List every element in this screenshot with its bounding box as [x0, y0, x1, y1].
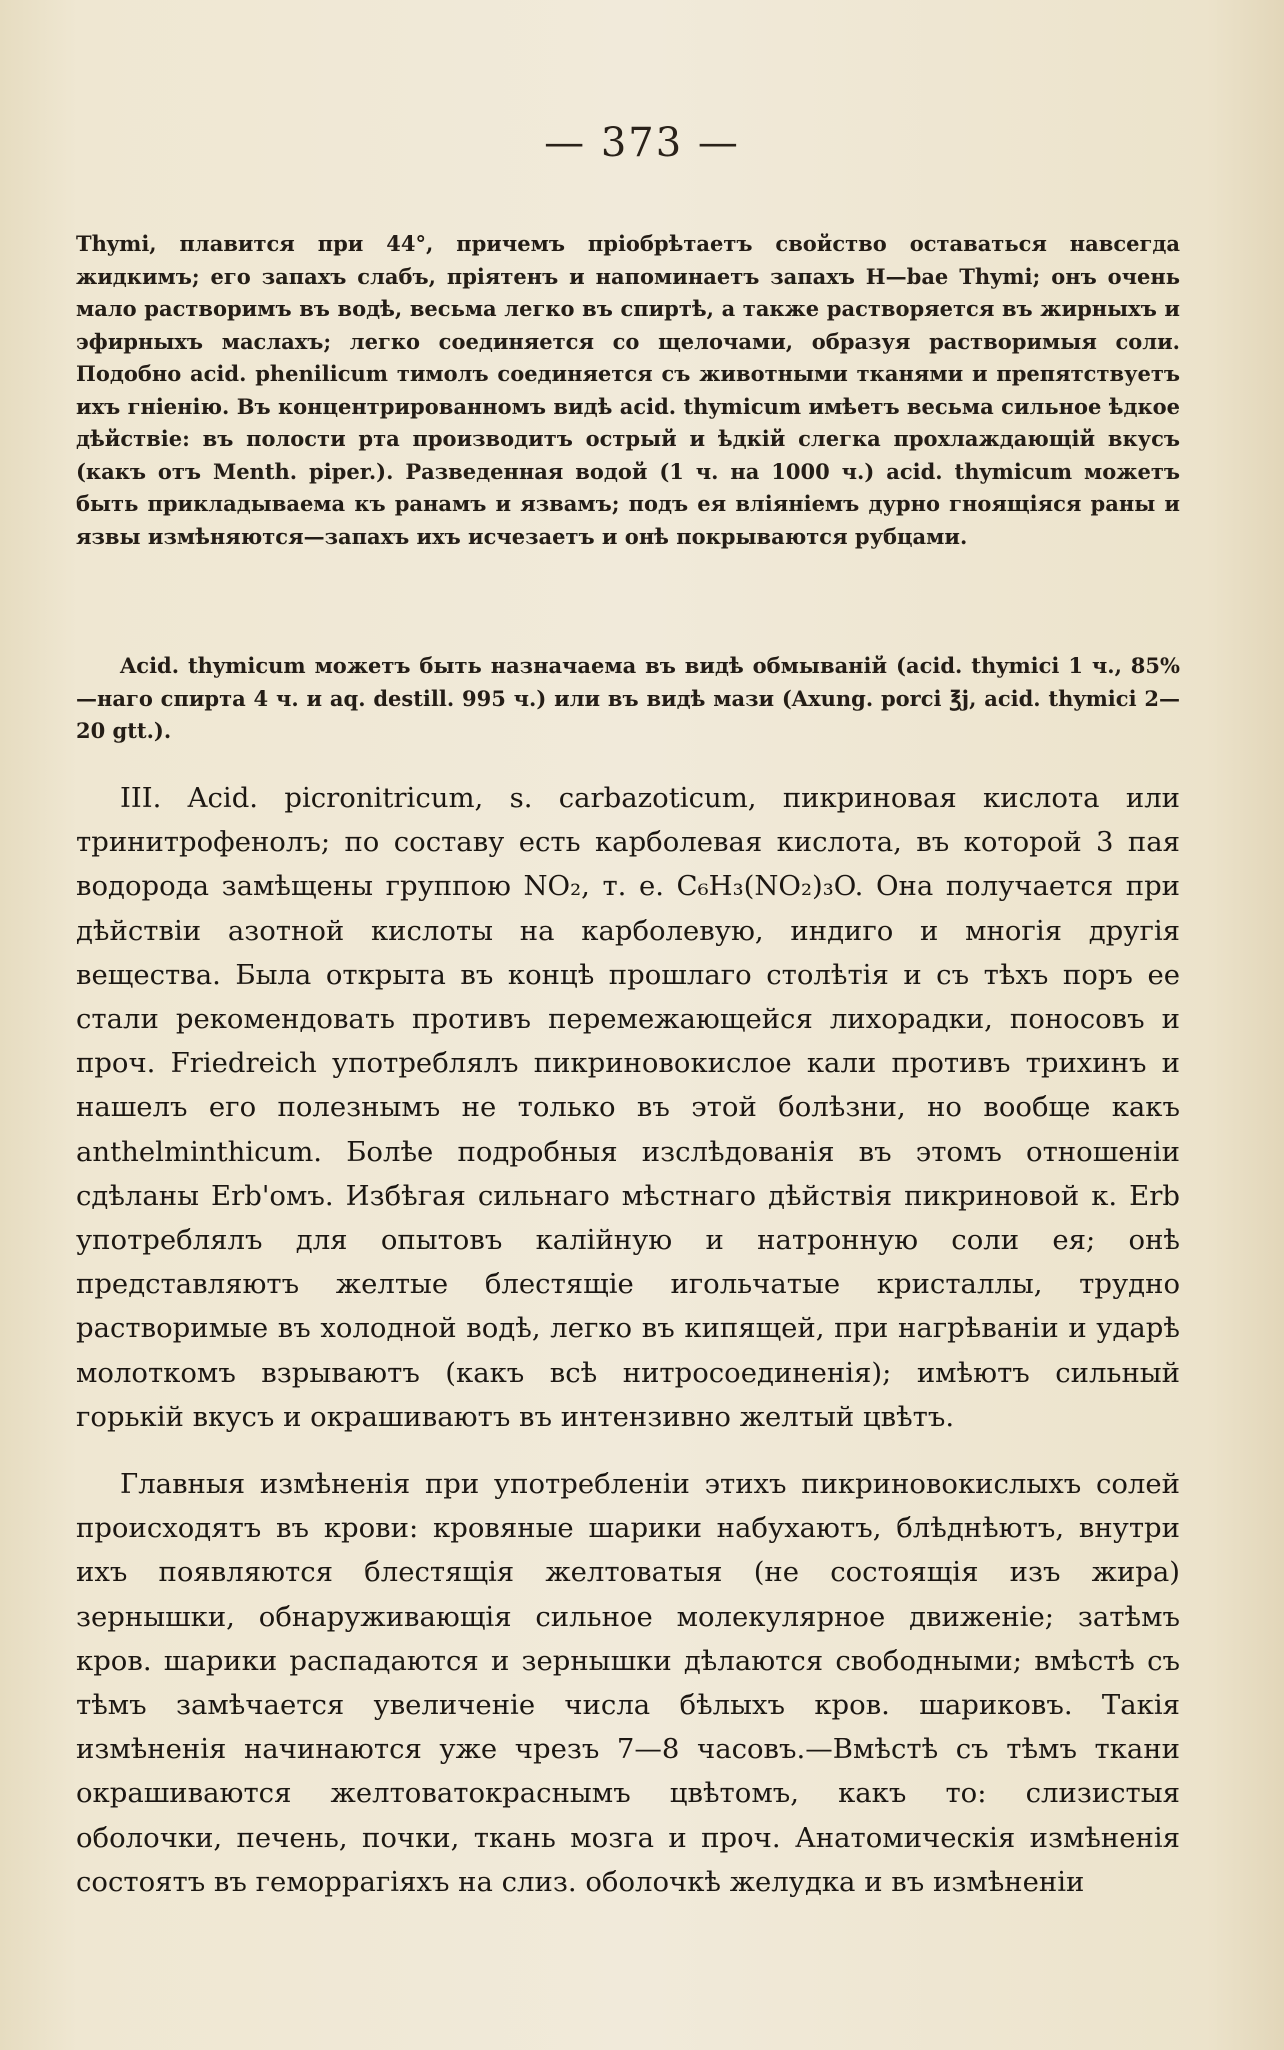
main-text-block-2	[76, 1462, 1180, 1904]
page-number: — 373 —	[544, 120, 740, 166]
paragraph-large-1: III. Acid. picronitricum, s. carbazoticum, пикриновая кислота или тринитрофенолъ; по составу есть карболевая кислота, въ которой 3 пая водорода замѣщены группою NO₂, т. е. C₆H₃(NO₂)₃O. Она получается при дѣйствіи азотной кислоты на карболевую, индиго и многія другія вещества. Была открыта въ концѣ прошлаго столѣтія и съ тѣхъ поръ ее стали рекомендовать противъ перемежающейся лихорадки, поносовъ и проч. Friedreich употреблялъ пикриновокислое кали противъ трихинъ и нашелъ его полезнымъ не только въ этой болѣзни, но вообще какъ anthelminthicum. Болѣе подробныя изслѣдованія въ этомъ отношеніи сдѣланы Erb'омъ. Избѣгая сильнаго мѣстнаго дѣйствія пикриновой к. Erb употреблялъ для опытовъ калійную и натронную соли ея; онѣ представляютъ желтые блестящіе игольчатые кристаллы, трудно растворимые въ холодной водѣ, легко въ кипящей, при нагрѣваніи и ударѣ молоткомъ взрываютъ (какъ всѣ нитросоединенія); имѣютъ сильный горькій вкусъ и окрашиваютъ въ интензивно желтый цвѣтъ.	[76, 782, 1180, 1433]
paragraph-small-1: Thymi, плавится при 44°, причемъ пріобрѣтаетъ свойство оставаться навсегда жидкимъ; его запахъ слабъ, пріятенъ и напоминаетъ запахъ H—bae Thymi; онъ очень мало растворимъ въ водѣ, весьма легко въ спиртѣ, а также растворяется въ жирныхъ и эфирныхъ маслахъ; легко соединяется со щелочами, образуя растворимыя соли. Подобно acid. phenilicum тимолъ соединяется съ животными тканями и препятствуетъ ихъ гніенію. Въ концентрированномъ видѣ acid. thymicum имѣетъ весьма сильное ѣдкое дѣйствіе: въ полости рта производитъ острый и ѣдкій слегка прохлаждающій вкусъ (какъ отъ Menth. piper.). Разведенная водой (1 ч. на 1000 ч.) acid. thymicum можетъ быть прикладываема къ ранамъ и язвамъ; подъ ея вліяніемъ дурно гноящіяся раны и язвы измѣняются—запахъ ихъ исчезаетъ и онѣ покрываются рубцами.	[76, 231, 1180, 549]
main-text-block-1	[76, 776, 1180, 1439]
paragraph-large-2: Главныя измѣненія при употребленіи этихъ пикриновокислыхъ солей происходятъ въ крови: кровяные шарики набухаютъ, блѣднѣютъ, внутри ихъ появляются блестящія желтоватыя (не состоящія изъ жира) зернышки, обнаруживающія сильное молекулярное движеніе; затѣмъ кров. шарики распадаются и зернышки дѣлаются свободными; вмѣстѣ съ тѣмъ замѣчается увеличеніе числа бѣлыхъ кров. шариковъ. Такія измѣненія начинаются уже чрезъ 7—8 часовъ.—Вмѣстѣ съ тѣмъ ткани окрашиваются желтоватокраснымъ цвѣтомъ, какъ то: слизистыя оболочки, печень, почки, ткань мозга и проч. Анатомическія измѣненія состоятъ въ геморрагіяхъ на слиз. оболочкѣ желудка и въ измѣненіи	[76, 1468, 1180, 1898]
small-print-block-2	[76, 650, 1180, 748]
paragraph-small-2: Acid. thymicum можетъ быть назначаема въ видѣ обмываній (acid. thymici 1 ч., 85%—наго спирта 4 ч. и aq. destill. 995 ч.) или въ видѣ мази (Axung. porci ℥j, acid. thymici 2—20 gtt.).	[76, 653, 1180, 743]
small-print-block-1	[76, 228, 1180, 553]
